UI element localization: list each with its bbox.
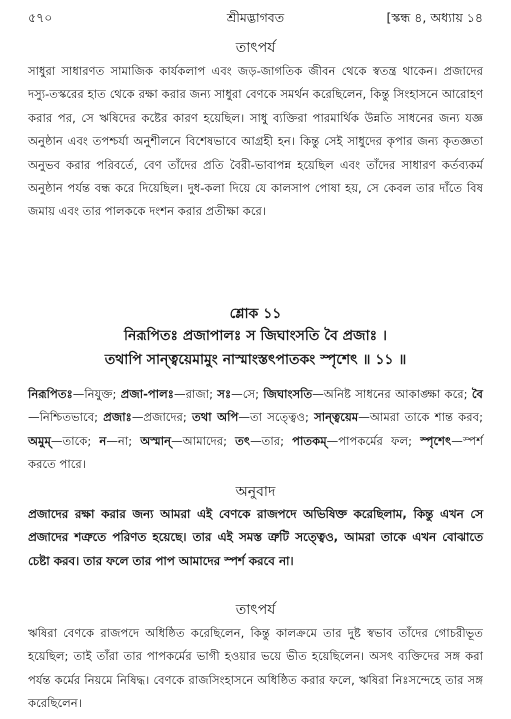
synonym-meaning: —প্রজাদের; [131,410,193,425]
synonym-meaning: —আমাদের; [171,433,236,448]
chapter-reference: [স্কন্ধ ৪, অধ্যায় ১৪ [386,10,483,25]
synonym-meaning: —স্পর্শ করতে পারে। [28,433,483,472]
synonym-word: প্রজাঃ [103,410,132,425]
purport-text: সাধুরা সাধারণত সামাজিক কার্যকলাপ এবং জড়-জাগতিক জীবন থেকে স্বতন্ত্র থাকেন। প্রজাদের দস্যু-তস্করের হাত থেকে রক্ষা করার জন্য সাধুরা বেণকে সমর্থন করেছিলেন, কিন্তু সিংহাসনে আরোহণ করার পর, সে ঋষিদের কষ্টের কারণ হয়েছিল। সাধু ব্যক্তিরা পারমার্থিক উন্নতি সাধনের জন্য যজ্ঞ অনুষ্ঠান এবং তপশ্চর্যা অনুশীলনে বিশেষভাবে আগ্রহী হন। কিন্তু সেই সাধুদের কৃপার জন্য কৃতজ্ঞতা অনুভব করার পরিবর্তে, বেণ তাঁদের প্রতি বৈরী-ভাবাপন্ন হয়েছিল এবং তাঁদের সাধারণ কর্তব্যকর্ম অনুষ্ঠান পর্যন্ত বন্ধ করে দিয়েছিল। দুধ-কলা দিয়ে যে কালসাপ পোষা হয়, সে কেবল তার দাঁতে বিষ জমায় এবং তার পালককে দংশন করার প্রতীক্ষা করে। [28,64,483,219]
synonym-word: বৈ [471,387,483,401]
synonym-meaning: —আমরা তাকে শান্ত করব; [358,410,483,425]
synonym-word: অমুম্ [28,433,51,448]
synonym-word: সান্ত্বয়েম [314,410,359,425]
verse-line-1: নিরূপিতঃ প্রজাপালঃ স জিঘাংসতি বৈ প্রজাঃ । [123,328,387,344]
translation-heading: অনুবাদ [235,484,276,500]
synonym-meaning: —নিযুক্ত; [72,387,121,401]
book-title: শ্রীমদ্ভাগবত [226,10,285,25]
synonym-word: পাতকম্ [292,433,327,448]
synonym-meaning: —সে; [231,387,264,401]
purport-heading: তাৎপর্য [235,40,276,56]
translation-text: প্রজাদের রক্ষা করার জন্য আমরা এই বেণকে রাজপদে অভিষিক্ত করেছিলাম, কিন্তু এখন সে প্রজাদের শত্রুতে পরিণত হয়েছে। তার এই সমস্ত ত্রুটি সত্ত্বেও, আমরা তাকে এখন বোঝাতে চেষ্টা করব। তার ফলে তার পাপ আমাদের স্পর্শ করবে না। [28,507,483,568]
synonym-meaning: —না; [106,433,141,448]
synonym-meaning: —তা সত্ত্বেও; [238,410,315,425]
page-number: ৫৭০ [28,10,53,25]
synonyms-text [28,383,483,477]
purport-heading-2: তাৎপর্য [235,602,276,618]
synonym-word: জিঘাংসতি [263,387,313,401]
synonym-word: তথা অপি [192,410,239,425]
purport-text-2: ঋষিরা বেণকে রাজপদে অধিষ্ঠিত করেছিলেন, কিন্তু কালক্রমে তার দুষ্ট স্বভাব তাঁদের গোচরীভূত হয়েছিল; তাই তাঁরা তার পাপকর্মের ভাগী হওয়ার ভয়ে ভীত হয়েছিলেন। অসৎ ব্যক্তিদের সঙ্গ করা পর্যন্ত কর্মের নিয়মে নিষিদ্ধ। বেণকে রাজসিংহাসনে অধিষ্ঠিত করার ফলে, ঋষিরা নিঃসন্দেহে তার সঙ্গ করেছিলেন। [28,626,483,711]
verse-heading: শ্লোক ১১ [229,306,282,322]
synonym-meaning: —রাজা; [174,387,218,401]
synonym-word: সঃ [217,387,232,401]
verse-line-2: তথাপি সান্ত্বয়েমামুং নাস্মাংস্তৎপাতকং স্পৃশেৎ ॥ ১১ ॥ [104,352,407,368]
synonym-word: ন [99,433,107,448]
synonym-word: প্রজা-পালঃ [120,387,174,401]
synonym-word: স্পৃশেৎ [420,433,452,448]
running-header [28,10,483,30]
synonym-word: অস্মান্ [140,433,172,448]
synonym-word: নিরূপিতঃ [28,387,73,401]
synonym-meaning: —পাপকর্মের ফল; [326,433,421,448]
synonym-meaning: —তাকে; [50,433,100,448]
synonym-meaning: —নিশ্চিতভাবে; [28,410,104,425]
synonym-meaning: —তার; [250,433,293,448]
synonym-word: তৎ [235,433,251,448]
synonym-meaning: —অনিষ্ট সাধনের আকাঙ্ক্ষা করে; [312,387,472,401]
